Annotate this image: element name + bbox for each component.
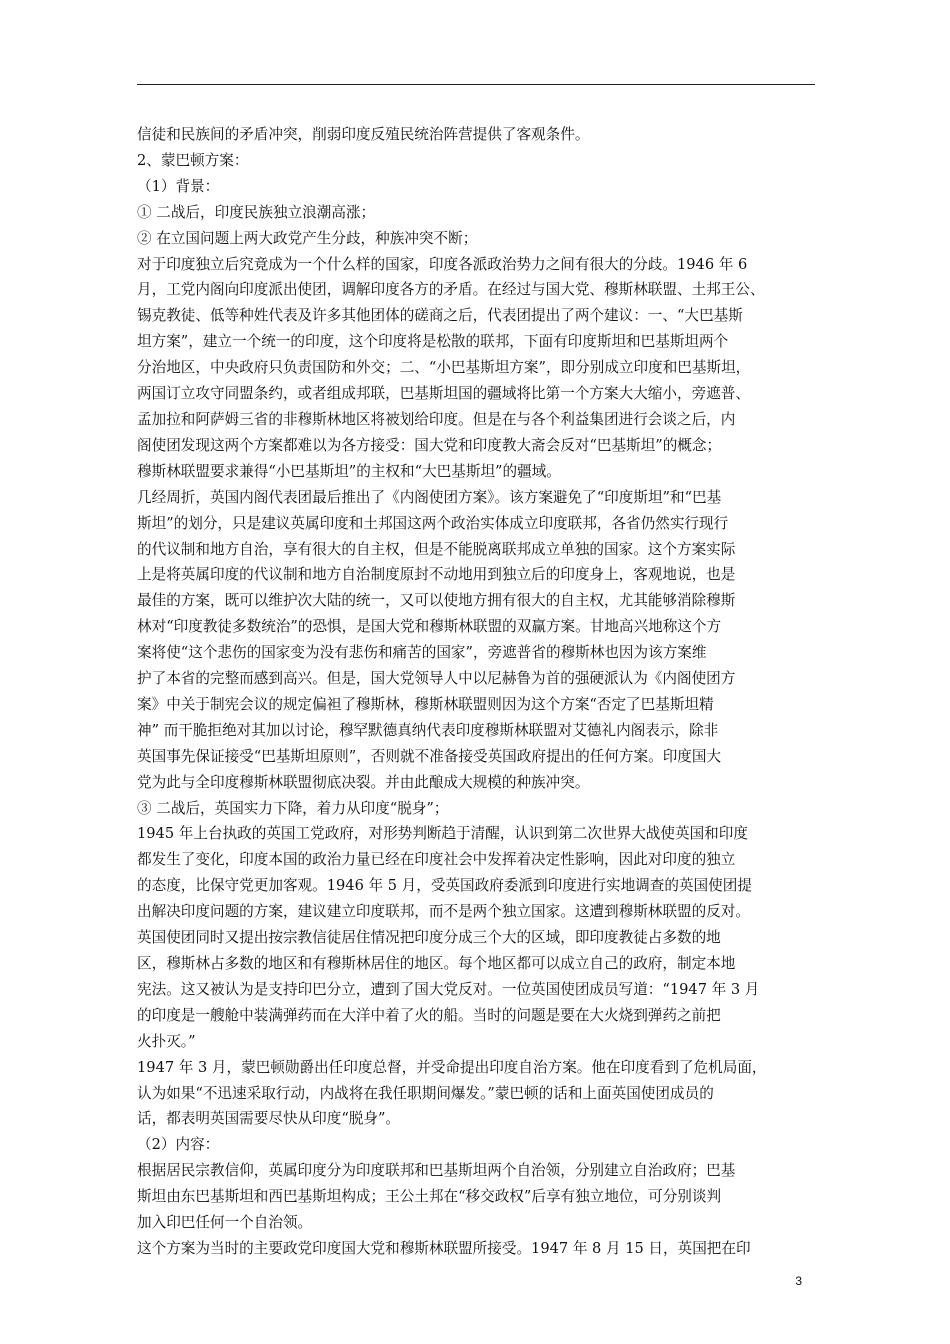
text-line: 的态度，比保守党更加客观。1946 年 5 月，受英国政府委派到印度进行实地调查的英国使团提 (137, 877, 752, 895)
text-line: ① 二战后，印度民族独立浪潮高涨； (137, 203, 376, 221)
text-line: 护了本省的完整而感到高兴。但是，国大党领导人中以尼赫鲁为首的强硬派认为《内阁使团方 (137, 670, 736, 688)
text-line: 的印度是一艘舱中装满弹药而在大洋中着了火的船。当时的问题是要在大火烧到弹药之前把 (137, 1006, 721, 1024)
text-line: 孟加拉和阿萨姆三省的非穆斯林地区将被划给印度。但是在与各个利益集团进行会谈之后，内 (137, 410, 736, 428)
text-line: （1）背景： (137, 177, 220, 195)
document-body (137, 122, 815, 1262)
text-line: 区，穆斯林占多数的地区和有穆斯林居住的地区。每个地区都可以成立自己的政府，制定本地 (137, 955, 736, 972)
text-line: 斯坦由东巴基斯坦和西巴基斯坦构成；王公土邦在“移交政权”后享有独立地位，可分别谈判 (137, 1188, 722, 1206)
text-line: 都发生了变化，印度本国的政治力量已经在印度社会中发挥着决定性影响，因此对印度的独立 (137, 851, 736, 869)
text-line: 这个方案为当时的主要政党印度国大党和穆斯林联盟所接受。1947 年 8 月 15 日，英国把在印 (137, 1239, 751, 1257)
text-line: 斯坦”的划分，只是建议英属印度和土邦国这两个政治实体成立印度联邦，各省仍然实行现行 (137, 514, 729, 532)
text-line: 坦方案”，建立一个统一的印度，这个印度将是松散的联邦，下面有印度斯坦和巴基斯坦两个 (137, 333, 729, 351)
text-line: ③ 二战后，英国实力下降，着力从印度“脱身”； (137, 799, 449, 817)
text-line: 穆斯林联盟要求兼得“小巴基斯坦”的主权和“大巴基斯坦”的疆域。 (137, 462, 561, 480)
text-line: 阁使团发现这两个方案都难以为各方接受：国大党和印度教大斋会反对“巴基斯坦”的概念； (137, 436, 722, 454)
text-line: 党为此与全印度穆斯林联盟彻底决裂。并由此酿成大规模的种族冲突。 (137, 773, 590, 791)
text-line: 林对“印度教徒多数统治”的恐惧，是国大党和穆斯林联盟的双赢方案。甘地高兴地称这个方 (137, 618, 722, 636)
text-line: ② 在立国问题上两大政党产生分歧，种族冲突不断； (137, 229, 478, 247)
header-rule (137, 84, 815, 85)
text-line: 信徒和民族间的矛盾冲突，削弱印度反殖民统治阵营提供了客观条件。 (137, 126, 590, 143)
page-number: 3 (795, 1274, 802, 1288)
text-line: 案将使“这个悲伤的国家变为没有悲伤和痛苦的国家”，旁遮普省的穆斯林也因为该方案维 (137, 644, 707, 662)
text-line: 话，都表明英国需要尽快从印度“脱身”。 (137, 1110, 401, 1128)
text-line: 月，工党内阁向印度派出使团，调解印度各方的矛盾。在经过与国大党、穆斯林联盟、土邦王公、 (137, 281, 765, 299)
text-line: 1945 年上台执政的英国工党政府，对形势判断趋于清醒，认识到第二次世界大战使英国和印度 (137, 825, 748, 843)
text-line: 2、蒙巴顿方案： (137, 151, 249, 169)
text-line: 1947 年 3 月，蒙巴顿勋爵出任印度总督，并受命提出印度自治方案。他在印度看到了危机局面， (137, 1058, 767, 1076)
text-line: 的代议制和地方自治，享有很大的自主权，但是不能脱离联邦成立单独的国家。这个方案实际 (137, 540, 736, 558)
text-line: 根据居民宗教信仰，英属印度分为印度联邦和巴基斯坦两个自治领，分别建立自治政府；巴基 (137, 1162, 736, 1180)
text-line: 认为如果“不迅速采取行动，内战将在我任职期间爆发。”蒙巴顿的话和上面英国使团成员的 (137, 1084, 714, 1102)
text-line: 锡克教徒、低等种姓代表及许多其他团体的磋商之后，代表团提出了两个建议：一、“大巴基斯 (137, 307, 743, 325)
text-line: 案》中关于制宪会议的规定偏袒了穆斯林，穆斯林联盟则因为这个方案“否定了巴基斯坦精 (137, 695, 714, 713)
text-line: 加入印巴任何一个自治领。 (137, 1214, 313, 1232)
text-line: 上是将英属印度的代议制和地方自治制度原封不动地用到独立后的印度身上，客观地说，也是 (137, 566, 736, 584)
text-line: 宪法。这又被认为是支持印巴分立，遭到了国大党反对。一位英国使团成员写道：“1947 年 3 月 (137, 980, 760, 998)
text-line: 英国使团同时又提出按宗教信徒居住情况把印度分成三个大的区域，即印度教徒占多数的地 (137, 929, 721, 947)
text-line: 最佳的方案，既可以维护次大陆的统一，又可以使地方拥有很大的自主权，尤其能够消除穆斯 (137, 592, 736, 610)
text-line: 神” 而干脆拒绝对其加以讨论，穆罕默德真纳代表印度穆斯林联盟对艾德礼内阁表示，除非 (137, 721, 719, 739)
text-line: 两国订立攻守同盟条约，或者组成邦联，巴基斯坦国的疆域将比第一个方案大大缩小，旁遮普、 (137, 385, 750, 403)
text-line: 分治地区，中央政府只负责国防和外交；二、“小巴基斯坦方案”，即分别成立印度和巴基斯坦， (137, 359, 751, 377)
text-line: 英国事先保证接受“巴基斯坦原则”，否则就不准备接受英国政府提出的任何方案。印度国大 (137, 747, 722, 765)
text-line: 几经周折，英国内阁代表团最后推出了《内阁使团方案》。该方案避免了“印度斯坦”和“巴基 (137, 488, 722, 506)
text-line: 对于印度独立后究竟成为一个什么样的国家，印度各派政治势力之间有很大的分歧。1946 年 6 (137, 255, 748, 273)
text-line: 火扑灭。” (137, 1032, 196, 1050)
text-line: （2）内容： (137, 1136, 220, 1154)
text-line: 出解决印度问题的方案，建议建立印度联邦，而不是两个独立国家。这遭到穆斯林联盟的反对。 (137, 903, 750, 921)
